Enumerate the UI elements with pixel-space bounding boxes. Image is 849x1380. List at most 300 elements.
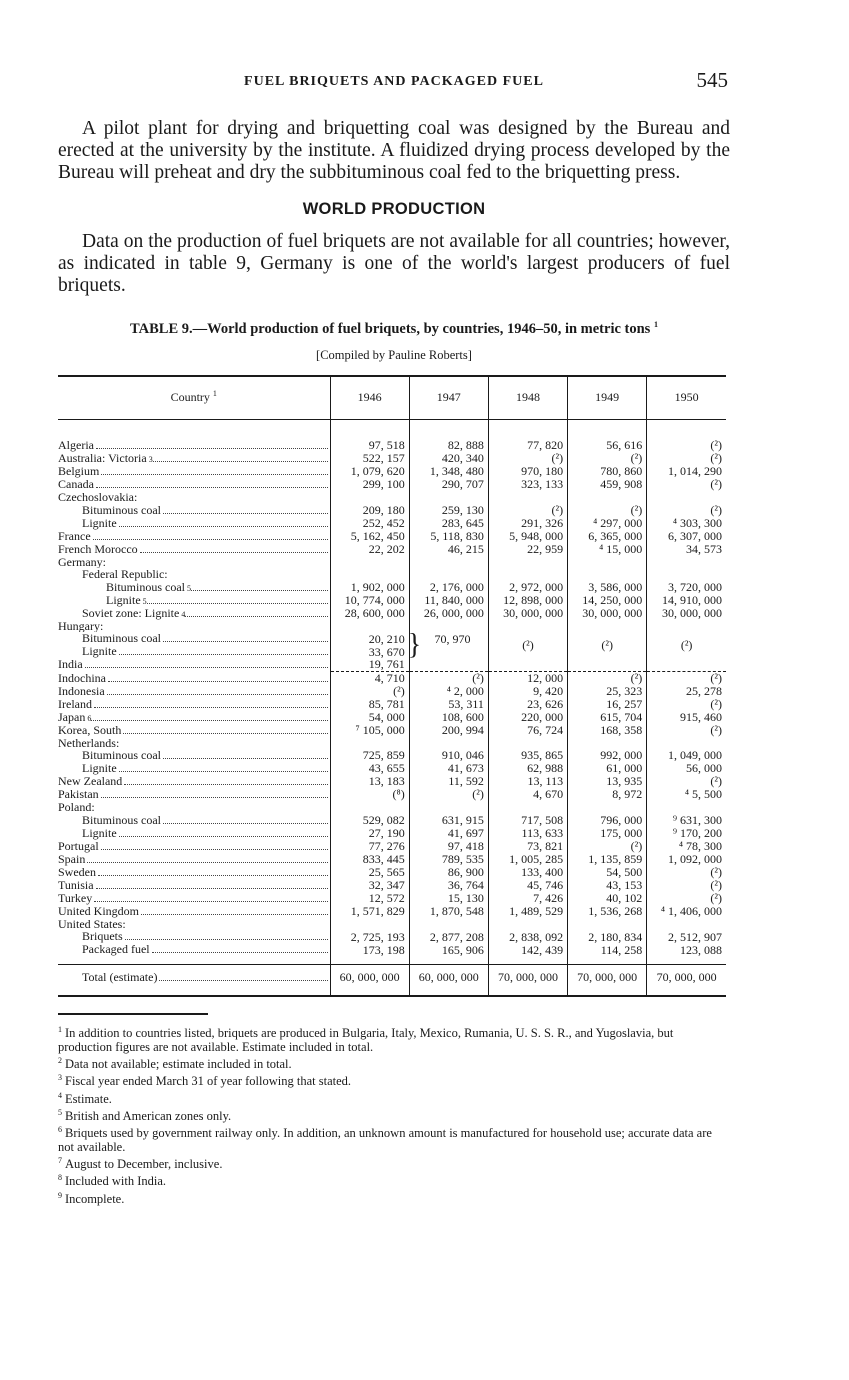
value-cell: 14, 250, 000 xyxy=(568,594,647,607)
total-row xyxy=(58,964,726,990)
country-cell xyxy=(58,788,330,801)
table-row xyxy=(58,581,726,594)
country-label: Korea, South xyxy=(58,723,122,737)
footnote-marker: 3 xyxy=(58,1073,62,1083)
value-cell: 25, 565 xyxy=(330,866,409,879)
value-cell: 25, 278 xyxy=(647,685,726,698)
value-cell: 11, 592 xyxy=(409,775,488,788)
table-row xyxy=(58,853,726,866)
country-label: United Kingdom xyxy=(58,904,139,918)
value-cell xyxy=(647,658,726,671)
value-cell xyxy=(409,568,488,581)
value-cell xyxy=(488,491,567,504)
value-cell: 2, 838, 092 xyxy=(488,930,567,943)
value-cell: 1, 348, 480 xyxy=(409,465,488,478)
footnote-marker: 5 xyxy=(58,1107,62,1117)
footnote-marker: 9 xyxy=(58,1190,62,1200)
paragraph-world-production: Data on the production of fuel briquets are not available for all countries; however, as indicated in table 9, Germany is one of the world's largest producers of fuel briquets. xyxy=(58,231,730,296)
table-row xyxy=(58,556,726,569)
value-cell: 15, 130 xyxy=(409,892,488,905)
spacer-cell xyxy=(330,956,409,964)
value-cell: (²) xyxy=(409,788,488,801)
value-cell: 5, 948, 000 xyxy=(488,530,567,543)
value-cell xyxy=(330,918,409,931)
spacer-cell xyxy=(330,419,409,439)
country-header-note: 1 xyxy=(212,389,217,399)
value-cell: (²) xyxy=(568,840,647,853)
country-cell xyxy=(58,698,330,711)
country-label: Belgium xyxy=(58,465,100,478)
value-cell xyxy=(488,918,567,931)
table-row xyxy=(58,724,726,737)
country-label: Lignite xyxy=(82,645,117,659)
value-cell: 459, 908 xyxy=(568,478,647,491)
value-cell: 2, 512, 907 xyxy=(647,930,726,943)
table-row xyxy=(58,801,726,814)
value-cell xyxy=(568,737,647,750)
value-cell: 1, 902, 000 xyxy=(330,581,409,594)
value-cell xyxy=(407,628,488,662)
value-cell: (²) xyxy=(647,671,726,684)
country-cell xyxy=(58,439,330,452)
country-cell xyxy=(58,853,330,866)
value-cell: 1, 049, 000 xyxy=(647,749,726,762)
table-row xyxy=(58,749,726,762)
value-cell xyxy=(488,556,567,569)
value-cell: (²) xyxy=(647,724,726,737)
country-label: Indonesia xyxy=(58,684,105,698)
table-row xyxy=(58,439,726,452)
value-cell: 299, 100 xyxy=(330,478,409,491)
value-cell xyxy=(647,737,726,750)
footnote xyxy=(58,1189,730,1206)
value-cell: 2, 972, 000 xyxy=(488,581,567,594)
value-cell: 200, 994 xyxy=(409,724,488,737)
value-cell: (²) xyxy=(647,452,726,465)
value-cell: 4, 670 xyxy=(488,788,567,801)
table-row xyxy=(58,504,726,517)
country-cell xyxy=(58,866,330,879)
value-cell: (²) xyxy=(647,698,726,711)
country-cell xyxy=(58,943,330,956)
value-cell: 19, 761 xyxy=(330,658,409,671)
footnote xyxy=(58,1106,730,1123)
value-cell: 529, 082 xyxy=(330,814,409,827)
value-cell: 12, 898, 000 xyxy=(488,594,567,607)
value-cell xyxy=(488,620,567,633)
value-cell: 725, 859 xyxy=(330,749,409,762)
value-cell: 2, 877, 208 xyxy=(409,930,488,943)
value-cell: 1, 135, 859 xyxy=(568,853,647,866)
country-cell xyxy=(58,724,330,737)
value-cell: 910, 046 xyxy=(409,749,488,762)
value-cell: 5, 118, 830 xyxy=(409,530,488,543)
leader-dots xyxy=(119,771,328,772)
country-cell xyxy=(58,620,330,633)
value-cell xyxy=(409,556,488,569)
table-row xyxy=(58,568,726,581)
value-cell xyxy=(409,620,488,633)
value-cell xyxy=(409,658,488,671)
value-cell: 12, 572 xyxy=(330,892,409,905)
table-row xyxy=(58,658,726,671)
spacer-cell xyxy=(647,990,726,996)
value-cell: 30, 000, 000 xyxy=(568,607,647,620)
year-header: 1949 xyxy=(568,376,647,419)
value-cell: 108, 600 xyxy=(409,711,488,724)
value-cell xyxy=(330,491,409,504)
value-cell: 22, 959 xyxy=(488,543,567,556)
country-label: Bituminous coal xyxy=(82,632,161,646)
leader-dots xyxy=(94,901,327,902)
spacer-cell xyxy=(488,990,567,996)
value-cell: 6, 365, 000 xyxy=(568,530,647,543)
footnote-marker: 2 xyxy=(58,1055,62,1065)
value-cell: 123, 088 xyxy=(647,943,726,956)
value-cell xyxy=(568,658,647,671)
table-row xyxy=(58,827,726,840)
value-cell: 1, 571, 829 xyxy=(330,905,409,918)
country-label: Lignite xyxy=(82,516,117,530)
table-row xyxy=(58,866,726,879)
value-cell: ⁴ 78, 300 xyxy=(647,840,726,853)
leader-dots xyxy=(191,590,328,591)
country-label: Tunisia xyxy=(58,878,94,892)
value-cell: 26, 000, 000 xyxy=(409,607,488,620)
country-label: Czechoslovakia: xyxy=(58,491,138,504)
value-cell: 73, 821 xyxy=(488,840,567,853)
leader-dots xyxy=(125,939,328,940)
value-cell xyxy=(568,568,647,581)
value-cell: 77, 276 xyxy=(330,840,409,853)
country-label: Lignite xyxy=(106,593,141,607)
value-cell xyxy=(330,568,409,581)
country-cell xyxy=(58,749,330,762)
table-row xyxy=(58,491,726,504)
value-cell: 6, 307, 000 xyxy=(647,530,726,543)
table-row xyxy=(58,594,726,607)
country-cell xyxy=(58,762,330,775)
value-cell xyxy=(568,918,647,931)
table-body xyxy=(58,419,726,996)
country-label: Canada xyxy=(58,478,94,491)
spacer-cell xyxy=(647,419,726,439)
value-cell: (²) xyxy=(647,478,726,491)
table-row xyxy=(58,543,726,556)
spacer-cell xyxy=(409,956,488,964)
country-label: Bituminous coal xyxy=(106,580,185,594)
value-cell: (²) xyxy=(330,685,409,698)
country-label: French Morocco xyxy=(58,542,138,556)
country-cell xyxy=(58,840,330,853)
value-cell: (²) xyxy=(488,504,567,517)
value-cell xyxy=(647,556,726,569)
country-label: India xyxy=(58,658,83,672)
table-row xyxy=(58,465,726,478)
footnote xyxy=(58,1171,730,1188)
leader-dots xyxy=(147,603,328,604)
table-row xyxy=(58,452,726,465)
value-cell: (²) xyxy=(488,632,567,658)
leader-dots xyxy=(96,888,328,889)
table-row xyxy=(58,840,726,853)
table-spacer-row xyxy=(58,419,726,439)
value-cell: 2, 180, 834 xyxy=(568,930,647,943)
value-cell: 175, 000 xyxy=(568,827,647,840)
page-number: 545 xyxy=(696,68,728,92)
value-cell xyxy=(647,620,726,633)
leader-dots xyxy=(153,461,328,462)
value-cell: 16, 257 xyxy=(568,698,647,711)
leader-dots xyxy=(96,487,328,488)
spacer-cell xyxy=(568,419,647,439)
value-cell: (²) xyxy=(647,439,726,452)
value-cell: 13, 113 xyxy=(488,775,567,788)
value-cell: ⁴ 303, 300 xyxy=(647,517,726,530)
value-cell: 1, 005, 285 xyxy=(488,853,567,866)
value-cell: ⁴ 1, 406, 000 xyxy=(647,905,726,918)
table-row xyxy=(58,943,726,956)
value-cell: 1, 536, 268 xyxy=(568,905,647,918)
country-cell xyxy=(58,465,330,478)
table-row xyxy=(58,620,726,633)
footnote-text: Data not available; estimate included in total. xyxy=(65,1057,292,1072)
country-cell xyxy=(58,879,330,892)
country-cell xyxy=(58,801,330,814)
table-header-row xyxy=(58,376,726,419)
country-cell xyxy=(58,892,330,905)
value-cell: 34, 573 xyxy=(647,543,726,556)
value-cell: 41, 673 xyxy=(409,762,488,775)
country-label: Netherlands: xyxy=(58,736,120,750)
value-cell: 259, 130 xyxy=(409,504,488,517)
leader-dots xyxy=(107,694,328,695)
value-cell: 43, 153 xyxy=(568,879,647,892)
value-cell: 82, 888 xyxy=(409,439,488,452)
country-label: Briquets xyxy=(82,930,123,944)
value-cell: 62, 988 xyxy=(488,762,567,775)
leader-dots xyxy=(123,733,327,734)
value-cell: 32, 347 xyxy=(330,879,409,892)
table-row xyxy=(58,698,726,711)
value-cell: 165, 906 xyxy=(409,943,488,956)
value-cell xyxy=(568,556,647,569)
table-row xyxy=(58,788,726,801)
country-cell xyxy=(58,671,330,684)
value-cell: 97, 418 xyxy=(409,840,488,853)
total-value-cell: 60, 000, 000 xyxy=(409,964,488,990)
country-label: Federal Republic: xyxy=(82,568,168,581)
total-value-cell: 70, 000, 000 xyxy=(488,964,567,990)
value-cell: (²) xyxy=(409,671,488,684)
value-cell xyxy=(409,737,488,750)
value-cell xyxy=(488,568,567,581)
running-head-title: FUEL BRIQUETS AND PACKAGED FUEL xyxy=(244,74,544,89)
country-cell xyxy=(58,814,330,827)
value-cell xyxy=(409,801,488,814)
value-cell: 41, 697 xyxy=(409,827,488,840)
value-cell: 2, 176, 000 xyxy=(409,581,488,594)
leader-dots xyxy=(91,720,327,721)
value-cell: 114, 258 xyxy=(568,943,647,956)
value-cell: 522, 157 xyxy=(330,452,409,465)
country-cell xyxy=(58,568,330,581)
table-row xyxy=(58,814,726,827)
year-header: 1947 xyxy=(409,376,488,419)
table-bottom-rule xyxy=(58,990,726,996)
country-label: Australia: Victoria xyxy=(58,452,147,465)
value-cell xyxy=(488,658,567,671)
value-cell: 22, 202 xyxy=(330,543,409,556)
footnote-marker: 7 xyxy=(58,1155,62,1165)
value-cell: 9, 420 xyxy=(488,685,567,698)
country-cell xyxy=(58,491,330,504)
country-cell xyxy=(58,685,330,698)
value-cell xyxy=(330,801,409,814)
leader-dots xyxy=(159,980,327,981)
value-cell: 992, 000 xyxy=(568,749,647,762)
value-cell: ⁷ 105, 000 xyxy=(330,724,409,737)
leader-dots xyxy=(163,823,328,824)
compiled-by: [Compiled by Pauline Roberts] xyxy=(316,348,472,362)
total-value-cell: 70, 000, 000 xyxy=(647,964,726,990)
value-cell: 1, 014, 290 xyxy=(647,465,726,478)
country-label: Soviet zone: Lignite xyxy=(82,606,180,620)
value-cell: (²) xyxy=(568,632,647,658)
value-cell: 40, 102 xyxy=(568,892,647,905)
value-cell: (²) xyxy=(647,892,726,905)
value-cell: 631, 915 xyxy=(409,814,488,827)
value-cell: 3, 586, 000 xyxy=(568,581,647,594)
country-cell xyxy=(58,775,330,788)
year-header: 1948 xyxy=(488,376,567,419)
value-cell: 27, 190 xyxy=(330,827,409,840)
table-row xyxy=(58,762,726,775)
value-cell: ⁹ 631, 300 xyxy=(647,814,726,827)
table-row xyxy=(58,879,726,892)
spacer-cell xyxy=(58,990,330,996)
country-cell xyxy=(58,737,330,750)
value-cell xyxy=(330,737,409,750)
country-cell: Japan 6 xyxy=(58,711,330,724)
value-cell: 61, 000 xyxy=(568,762,647,775)
spacer-cell xyxy=(488,956,567,964)
value-cell: 142, 439 xyxy=(488,943,567,956)
country-label: Lignite xyxy=(82,762,117,776)
value-cell: 935, 865 xyxy=(488,749,567,762)
leader-dots xyxy=(101,474,327,475)
country-cell xyxy=(58,504,330,517)
leader-dots xyxy=(94,707,328,708)
country-cell: Bituminous coal 5 xyxy=(58,581,330,594)
footnote-marker: 8 xyxy=(58,1173,62,1183)
document-page xyxy=(58,68,730,1206)
value-cell: 1, 079, 620 xyxy=(330,465,409,478)
value-cell: 13, 935 xyxy=(568,775,647,788)
value-cell: 1, 092, 000 xyxy=(647,853,726,866)
spacer-cell xyxy=(58,956,330,964)
leader-dots xyxy=(140,552,328,553)
value-cell: 33, 670 xyxy=(330,645,409,658)
value-cell: 3, 720, 000 xyxy=(647,581,726,594)
leader-dots xyxy=(152,952,328,953)
total-value-cell: 70, 000, 000 xyxy=(568,964,647,990)
leader-dots xyxy=(98,875,328,876)
footnote xyxy=(58,1123,730,1154)
value-cell: 77, 820 xyxy=(488,439,567,452)
value-cell xyxy=(568,491,647,504)
merged-value: 70, 970 xyxy=(434,632,471,647)
country-cell xyxy=(58,827,330,840)
spacer-cell xyxy=(58,419,330,439)
leader-dots xyxy=(124,784,327,785)
value-cell: 12, 000 xyxy=(488,671,567,684)
country-label: Algeria xyxy=(58,439,94,452)
value-cell: 45, 746 xyxy=(488,879,567,892)
value-cell: 323, 133 xyxy=(488,478,567,491)
value-cell: 28, 600, 000 xyxy=(330,607,409,620)
country-cell xyxy=(58,530,330,543)
country-cell xyxy=(58,517,330,530)
value-cell: 10, 774, 000 xyxy=(330,594,409,607)
value-cell: 56, 616 xyxy=(568,439,647,452)
value-cell: 56, 000 xyxy=(647,762,726,775)
country-cell: Lignite 5 xyxy=(58,594,330,607)
spacer-cell xyxy=(409,419,488,439)
country-cell: Australia: Victoria 3 xyxy=(58,452,330,465)
value-cell xyxy=(647,918,726,931)
paragraph-pilot-plant: A pilot plant for drying and briquetting coal was designed by the Bureau and erected at the university by the institute. A fluidized drying process developed by the Bureau will preheat and dry the subbituminous coal fed to the briquetting press. xyxy=(58,118,730,183)
value-cell: 780, 860 xyxy=(568,465,647,478)
footnote-marker: 4 xyxy=(58,1090,62,1100)
value-cell: 36, 764 xyxy=(409,879,488,892)
value-cell: (²) xyxy=(647,775,726,788)
table-caption-note: 1 xyxy=(653,320,658,330)
leader-dots xyxy=(163,513,328,514)
value-cell: 85, 781 xyxy=(330,698,409,711)
country-cell xyxy=(58,905,330,918)
leader-dots xyxy=(96,448,328,449)
country-label: Japan xyxy=(58,710,86,724)
country-cell xyxy=(58,632,330,645)
value-cell: 220, 000 xyxy=(488,711,567,724)
value-cell: 14, 910, 000 xyxy=(647,594,726,607)
leader-dots xyxy=(101,797,328,798)
footnote-text: In addition to countries listed, briquets are produced in Bulgaria, Italy, Mexico, Rumania, U. S. S. R., and Yugoslavia, but production figures are not available. Estimate included in total. xyxy=(58,1026,674,1054)
value-cell: 43, 655 xyxy=(330,762,409,775)
value-cell: (²) xyxy=(568,504,647,517)
country-cell: Soviet zone: Lignite 4 xyxy=(58,607,330,620)
value-cell: 97, 518 xyxy=(330,439,409,452)
table-row xyxy=(58,930,726,943)
leader-dots xyxy=(185,616,327,617)
value-cell: 25, 323 xyxy=(568,685,647,698)
country-label: Bituminous coal xyxy=(82,503,161,517)
value-cell: 173, 198 xyxy=(330,943,409,956)
value-cell xyxy=(330,556,409,569)
value-cell: 1, 489, 529 xyxy=(488,905,567,918)
year-header: 1950 xyxy=(647,376,726,419)
spacer-cell xyxy=(488,419,567,439)
country-cell xyxy=(58,930,330,943)
value-cell: 168, 358 xyxy=(568,724,647,737)
leader-dots xyxy=(141,914,328,915)
value-cell: 717, 508 xyxy=(488,814,567,827)
country-label: Bituminous coal xyxy=(82,813,161,827)
table-caption-text: TABLE 9.—World production of fuel briquets, by countries, 1946–50, in metric tons xyxy=(130,321,651,337)
country-label: France xyxy=(58,529,91,543)
footnote xyxy=(58,1089,730,1106)
